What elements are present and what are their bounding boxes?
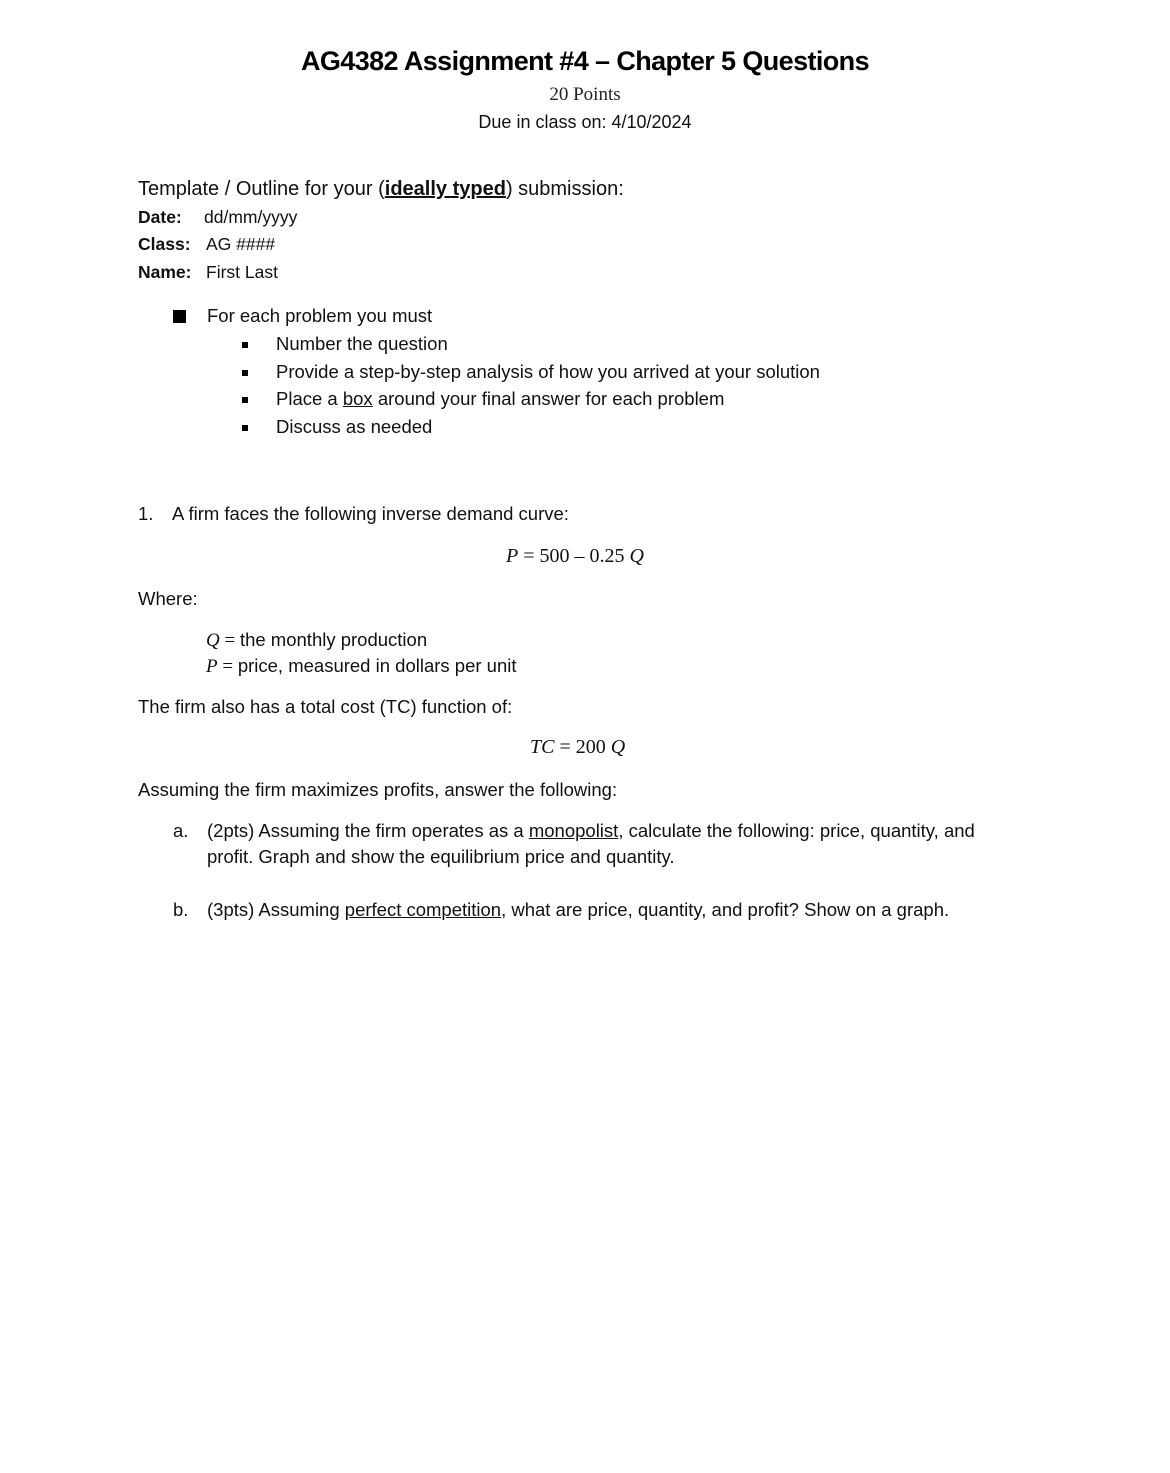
part-b-line1 <box>207 899 949 921</box>
square-bullet-icon <box>173 310 186 323</box>
part-b-after: , what are price, quantity, and profit? Show on a graph. <box>501 899 950 920</box>
instruction-item: Discuss as needed <box>276 416 433 437</box>
field-name-label: Name: <box>138 262 192 282</box>
question-prompt: A firm faces the following inverse demand curve: <box>172 503 569 524</box>
field-name <box>138 262 192 283</box>
definition-text: the monthly production <box>239 629 428 650</box>
instruction-item-before: Place a <box>276 388 343 409</box>
part-b-underlined: perfect competition <box>344 899 502 920</box>
field-class-label: Class: <box>138 234 191 254</box>
part-a-before: (2pts) Assuming the firm operates as a <box>207 820 529 841</box>
where-label: Where: <box>138 588 198 609</box>
question-number: 1. <box>138 503 154 524</box>
assumption-text: Assuming the firm maximizes profits, answer the following: <box>138 779 618 800</box>
part-a-line1 <box>207 820 975 842</box>
cost-equation-eq: = 200 <box>554 736 611 758</box>
part-a-after: , calculate the following: price, quantity, and <box>618 820 975 841</box>
definition-symbol: P <box>206 656 218 677</box>
cost-equation-var: Q <box>610 736 626 758</box>
cost-intro: The firm also has a total cost (TC) function of: <box>138 696 513 717</box>
part-a-underlined: monopolist <box>528 820 619 841</box>
instruction-item: Number the question <box>276 333 448 354</box>
bullet-icon <box>242 342 248 348</box>
demand-equation <box>506 545 644 568</box>
cost-equation <box>530 736 625 759</box>
definition-p <box>206 655 517 678</box>
instruction-item-after: around your final answer for each problem <box>372 388 725 409</box>
page-title: AG4382 Assignment #4 – Chapter 5 Questions <box>301 46 869 76</box>
definition-text: price, measured in dollars per unit <box>237 655 517 676</box>
field-class-value: AG #### <box>206 234 276 254</box>
instruction-item: Provide a step-by-step analysis of how you arrived at your solution <box>276 361 820 382</box>
cost-equation-lhs: TC <box>530 736 555 758</box>
part-b-before: (3pts) Assuming <box>207 899 345 920</box>
due-date: Due in class on: 4/10/2024 <box>478 112 692 132</box>
field-class <box>138 234 191 255</box>
definition-eq: = <box>219 630 240 651</box>
part-b-letter: b. <box>173 899 189 920</box>
instruction-item <box>276 388 724 410</box>
definition-eq: = <box>217 656 238 677</box>
template-intro-emphasis: ideally typed <box>384 178 506 200</box>
bullet-icon <box>242 370 248 376</box>
template-intro <box>138 178 624 201</box>
bullet-icon <box>242 397 248 403</box>
template-intro-before: Template / Outline for your ( <box>138 178 385 200</box>
part-a-line2: profit. Graph and show the equilibrium price and quantity. <box>207 846 675 867</box>
template-intro-after: ) submission: <box>505 178 624 200</box>
points-label: 20 Points <box>549 84 621 105</box>
field-date-value: dd/mm/yyyy <box>204 207 298 227</box>
definition-q <box>206 629 427 652</box>
bullet-icon <box>242 425 248 431</box>
part-a-letter: a. <box>173 820 189 841</box>
field-date-label: Date: <box>138 207 182 227</box>
demand-equation-eq: = 500 – 0.25 <box>518 545 630 567</box>
field-date <box>138 207 182 228</box>
instructions-lead: For each problem you must <box>207 305 433 326</box>
field-name-value: First Last <box>206 262 278 282</box>
demand-equation-lhs: P <box>506 545 519 567</box>
definition-symbol: Q <box>206 630 220 651</box>
instruction-item-underlined: box <box>342 388 373 409</box>
demand-equation-var: Q <box>629 545 644 567</box>
